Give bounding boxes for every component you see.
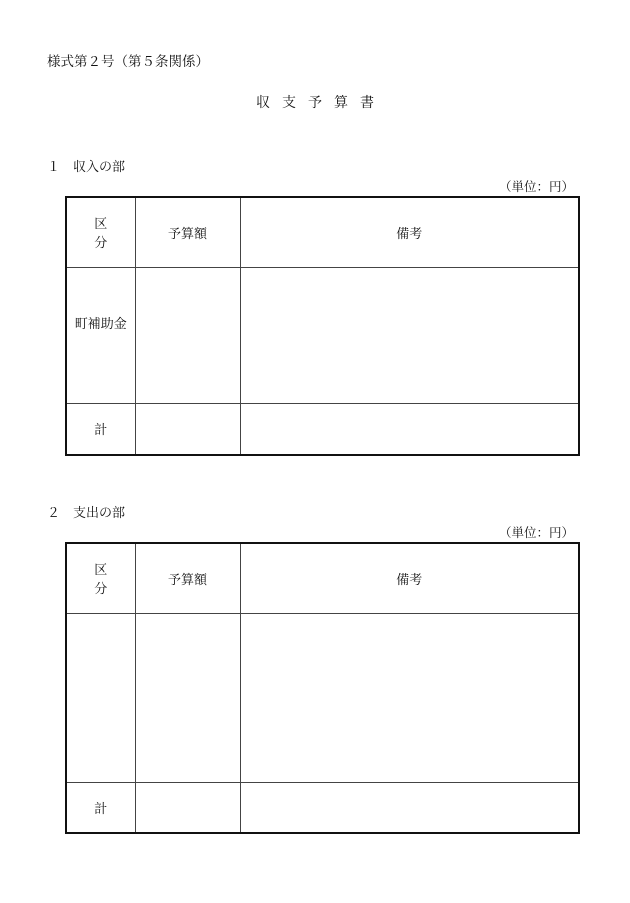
expense-table	[65, 542, 580, 834]
income-total-row	[66, 403, 579, 455]
expense-total-label: 計	[66, 782, 135, 833]
income-item-remarks	[240, 267, 579, 403]
expense-total-budget	[135, 782, 240, 833]
income-total-label: 計	[66, 403, 135, 455]
income-unit-label: （単位：円）	[498, 179, 574, 194]
expense-header-row	[66, 543, 579, 613]
income-total-remarks	[240, 403, 579, 455]
expense-header-remarks: 備考	[240, 543, 579, 613]
expense-section-heading: ２ 支出の部	[47, 506, 126, 521]
income-item-budget	[135, 267, 240, 403]
income-item-category: 町補助金	[66, 267, 135, 403]
expense-item-row	[66, 613, 579, 782]
income-table	[65, 196, 580, 456]
income-section-heading: １ 収入の部	[47, 160, 126, 175]
expense-total-remarks	[240, 782, 579, 833]
income-header-budget: 予算額	[135, 197, 240, 267]
income-header-category: 区分	[66, 197, 135, 267]
income-item-row	[66, 267, 579, 403]
form-number: 様式第２号（第５条関係）	[47, 54, 209, 70]
expense-header-budget: 予算額	[135, 543, 240, 613]
income-total-budget	[135, 403, 240, 455]
document-title: 収支予算書	[256, 95, 386, 111]
expense-total-row	[66, 782, 579, 833]
expense-unit-label: （単位：円）	[498, 525, 574, 540]
income-header-row	[66, 197, 579, 267]
income-header-remarks: 備考	[240, 197, 579, 267]
expense-header-category: 区分	[66, 543, 135, 613]
expense-item-budget	[135, 613, 240, 782]
expense-item-category	[66, 613, 135, 782]
expense-item-remarks	[240, 613, 579, 782]
